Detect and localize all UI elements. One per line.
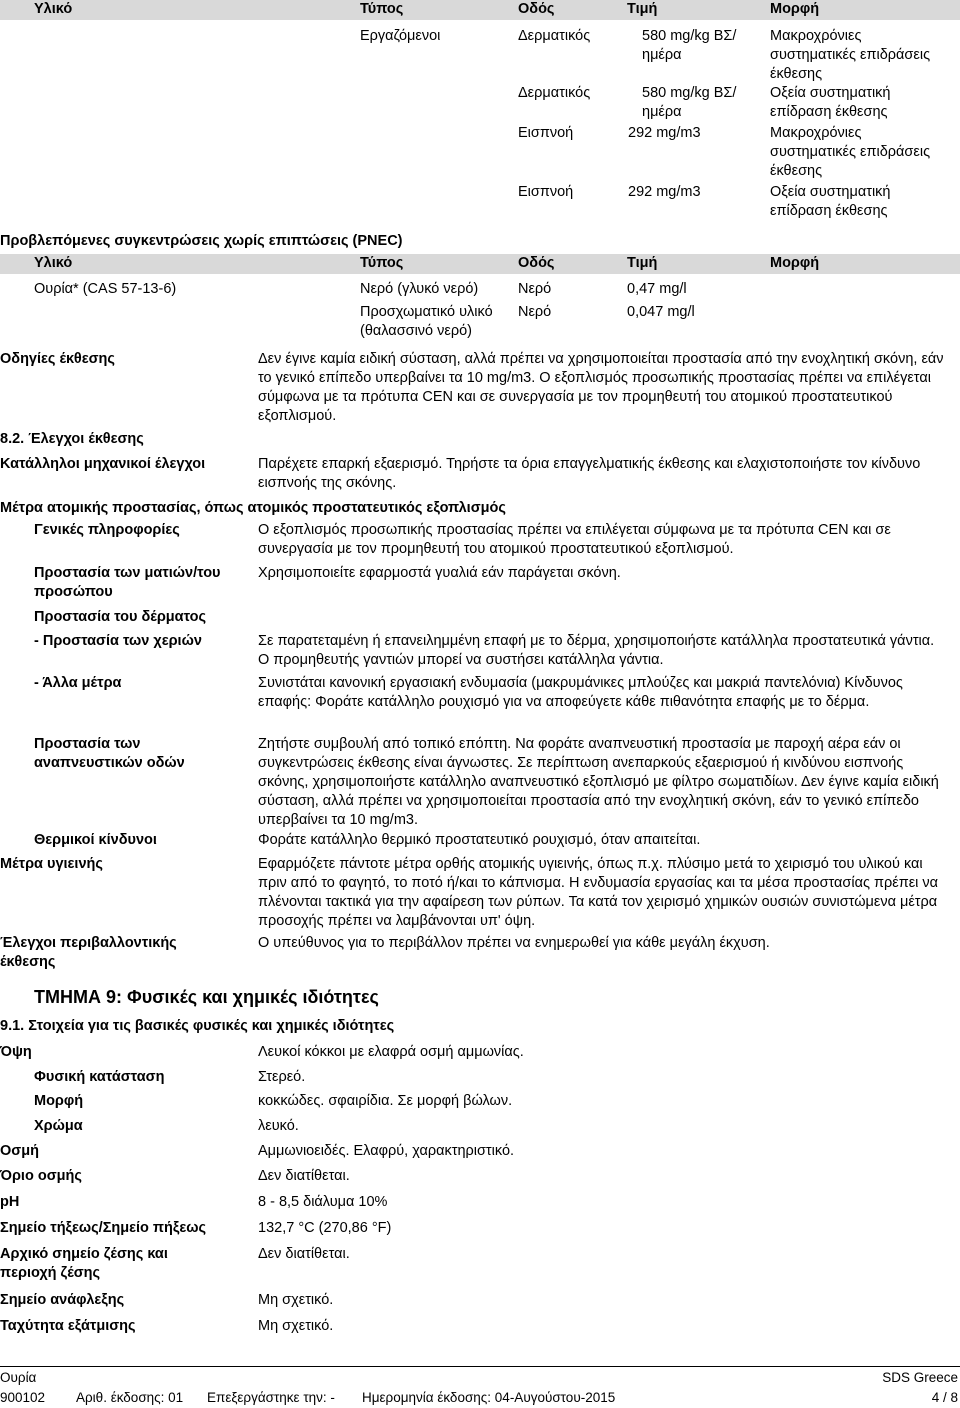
tox-value: 292 mg/m3 (628, 125, 701, 141)
prop-label-boiling-point: Αρχικό σημείο ζέσης και περιοχή ζέσης (0, 1246, 168, 1281)
hygiene-text: Εφαρμόζετε πάντοτε μέτρα ορθής ατομικής υγιεινής, όπως π.χ. πλύσιμο μετά το χειρισμό του υλικού και πριν από το φαγητό, το ποτό ή/και το κάπνισμα. Η ενδυμασία εργασίας και τα μέσα προστασίας πρέπει να πλένονται τακτικά για την αφαίρεση των ρύπων. Τα κατά τον χειρισμό χημικών ουσιών συνιστώμενα μέτρα προσοχής πρέπει να λαμβάνονται υπ' όψη. (258, 856, 939, 929)
prop-label-color: Χρώμα (34, 1118, 83, 1134)
eng-controls-label: Κατάλληλοι μηχανικοί έλεγχοι (0, 456, 206, 472)
pnec-type: Νερό (γλυκό νερό) (360, 281, 479, 297)
env-controls-text: Ο υπεύθυνος για το περιβάλλον πρέπει να ενημερωθεί για κάθε μεγάλη έκχυση. (258, 935, 770, 951)
tox-form: Μακροχρόνιες συστηματικές επιδράσεις έκθεσης (770, 125, 931, 179)
prop-value-evaporation-rate: Μη σχετικό. (258, 1318, 334, 1334)
prop-value-odor-threshold: Δεν διατίθεται. (258, 1168, 350, 1184)
pnec-header-value: Τιμή (627, 255, 658, 271)
prop-label-odor: Οσμή (0, 1143, 39, 1159)
prop-value-ph: 8 - 8,5 διάλυμα 10% (258, 1194, 388, 1210)
eye-protection-label: Προστασία των ματιών/του προσώπου (34, 565, 221, 600)
prop-value-flash-point: Μη σχετικό. (258, 1292, 334, 1308)
footer-product: Ουρία (0, 1370, 37, 1385)
tox-route: Εισπνοή (518, 184, 574, 200)
pnec-route: Νερό (518, 304, 552, 320)
prop-value-color: λευκό. (258, 1118, 299, 1134)
tox-value: 580 mg/kg ΒΣ/ημέρα (642, 85, 737, 120)
hygiene-label: Μέτρα υγιεινής (0, 856, 103, 872)
pnec-material: Ουρία* (CAS 57-13-6) (34, 281, 177, 297)
prop-label-flash-point: Σημείο ανάφλεξης (0, 1292, 125, 1308)
prop-label-melting-point: Σημείο τήξεως/Σημείο πήξεως (0, 1220, 207, 1236)
tox-route: Δερματικός (518, 85, 591, 101)
prop-value-boiling-point: Δεν διατίθεται. (258, 1246, 350, 1262)
other-measures-label: - Άλλα μέτρα (34, 675, 122, 691)
pnec-title: Προβλεπόμενες συγκεντρώσεις χωρίς επιπτώσεις (PNEC) (0, 233, 403, 249)
prop-value-odor: Αμμωνιοειδές. Ελαφρύ, χαρακτηριστικό. (258, 1143, 515, 1159)
pnec-header-material: Υλικό (34, 255, 73, 271)
footer-rule (0, 1366, 960, 1367)
prop-label-appearance: Όψη (0, 1044, 32, 1060)
general-info-text: Ο εξοπλισμός προσωπικής προστασίας πρέπει να επιλέγεται σύμφωνα με τα πρότυπα CEN και σε συνεργασία με τον προμηθευτή του ατομικού προστατευτικού εξοπλισμού. (258, 522, 891, 557)
tox-form: Μακροχρόνιες συστηματικές επιδράσεις έκθεσης (770, 28, 931, 82)
tox-value: 292 mg/m3 (628, 184, 701, 200)
footer-code: 900102 (0, 1390, 46, 1405)
tox-header-form: Μορφή (770, 1, 820, 17)
tox-form: Οξεία συστηματική επίδραση έκθεσης (770, 184, 891, 219)
guidance-text: Δεν έγινε καμία ειδική σύσταση, αλλά πρέπει να χρησιμοποιείται προστασία από την ενοχλητική σκόνη, εάν το γενικό επίπεδο υπερβαίνει τα 10 mg/m3. Ο εξοπλισμός προσωπικής προστασίας πρέπει να επιλέγεται σύμφωνα με τα πρότυπα CEN και σε συνεργασία με τον προμηθευτή του ατομικού προστατευτικού εξοπλισμού. (258, 351, 944, 424)
guidance-label: Οδηγίες έκθεσης (0, 351, 115, 367)
ppe-heading: Μέτρα ατομικής προστασίας, όπως ατομικός προστατευτικός εξοπλισμός (0, 500, 506, 516)
eng-controls-text: Παρέχετε επαρκή εξαερισμό. Τηρήστε τα όρια επαγγελματικής έκθεσης και ελαχιστοποιήστε τον κίνδυνο εισπνοής της σκόνης. (258, 456, 921, 491)
env-controls-label: Έλεγχοι περιβαλλοντικής έκθεσης (0, 935, 177, 970)
prop-value-appearance: Λευκοί κόκκοι με ελαφρά οσμή αμμωνίας. (258, 1044, 524, 1060)
respiratory-text: Ζητήστε συμβουλή από τοπικό επόπτη. Να φοράτε αναπνευστική προστασία με παροχή αέρα εάν οι συγκεντρώσεις έκθεσης είναι άγνωστες. Σε περίπτωση ανεπαρκούς εξαερισμού ή κινδύνου εισπνοής σκόνης, χρησιμοποιήστε κατάλληλο αναπνευστικό εξοπλισμό με φίλτρο σωματιδίων. Δεν έγινε καμία ειδική σύσταση, αλλά πρέπει να χρησιμοποιείται προστασία από την ενοχλητική σκόνη, εάν το γενικό επίπεδο υπερβαίνει τα 10 mg/m3. (258, 736, 939, 828)
hand-protection-label: - Προστασία των χεριών (34, 633, 202, 649)
tox-form: Οξεία συστηματική επίδραση έκθεσης (770, 85, 891, 120)
prop-label-ph: pH (0, 1194, 20, 1210)
section-9-1-heading: 9.1. Στοιχεία για τις βασικές φυσικές και χημικές ιδιότητες (0, 1018, 395, 1034)
tox-header-material: Υλικό (34, 1, 73, 17)
eye-protection-text: Χρησιμοποιείτε εφαρμοστά γυαλιά εάν παράγεται σκόνη. (258, 565, 621, 581)
footer-edited: Επεξεργάστηκε την: - (207, 1390, 335, 1405)
prop-label-physical-state: Φυσική κατάσταση (34, 1069, 165, 1085)
prop-value-physical-state: Στερεό. (258, 1069, 306, 1085)
tox-value: 580 mg/kg ΒΣ/ημέρα (642, 28, 737, 63)
tox-header-route: Οδός (518, 1, 555, 17)
hand-protection-text: Σε παρατεταμένη ή επανειλημμένη επαφή με το δέρμα, χρησιμοποιήστε κατάλληλα προστατευτικά γάντια. Ο προμηθευτής γαντιών μπορεί να συστήσει κατάλληλα γάντια. (258, 633, 935, 668)
section-9-title: ΤΜΗΜΑ 9: Φυσικές και χημικές ιδιότητες (34, 987, 379, 1007)
skin-protection-label: Προστασία του δέρματος (34, 609, 207, 625)
prop-value-form: κοκκώδες. σφαιρίδια. Σε μορφή βώλων. (258, 1093, 513, 1109)
pnec-value: 0,47 mg/l (627, 281, 687, 297)
pnec-route: Νερό (518, 281, 552, 297)
thermal-label: Θερμικοί κίνδυνοι (34, 832, 157, 848)
prop-label-odor-threshold: Όριο οσμής (0, 1168, 82, 1184)
pnec-value: 0,047 mg/l (627, 304, 695, 320)
prop-label-evaporation-rate: Ταχύτητα εξάτμισης (0, 1318, 136, 1334)
pnec-header-route: Οδός (518, 255, 555, 271)
prop-label-form: Μορφή (34, 1093, 84, 1109)
section-8-2-heading: 8.2. Έλεγχοι έκθεσης (0, 431, 144, 447)
prop-value-melting-point: 132,7 °C (270,86 °F) (258, 1220, 392, 1236)
footer-page: 4 / 8 (931, 1390, 958, 1405)
general-info-label: Γενικές πληροφορίες (34, 522, 180, 538)
footer-issue-date: Ημερομηνία έκδοσης: 04-Αυγούστου-2015 (362, 1390, 616, 1405)
tox-header-value: Τιμή (627, 1, 658, 17)
tox-type: Εργαζόμενοι (360, 28, 441, 44)
pnec-type: Προσχωματικό υλικό (θαλασσινό νερό) (360, 304, 493, 339)
respiratory-label: Προστασία των αναπνευστικών οδών (34, 736, 185, 771)
tox-route: Δερματικός (518, 28, 591, 44)
thermal-text: Φοράτε κατάλληλο θερμικό προστατευτικό ρουχισμό, όταν απαιτείται. (258, 832, 701, 848)
pnec-header-type: Τύπος (360, 255, 404, 271)
pnec-header-form: Μορφή (770, 255, 820, 271)
footer-revision: Αριθ. έκδοσης: 01 (76, 1390, 184, 1405)
tox-route: Εισπνοή (518, 125, 574, 141)
footer-sds: SDS Greece (882, 1370, 958, 1385)
tox-header-type: Τύπος (360, 1, 404, 17)
other-measures-text: Συνιστάται κανονική εργασιακή ενδυμασία (μακρυμάνικες μπλούζες και μακριά παντελόνια) Κίνδυνος επαφής: Φοράτε κατάλληλο ρουχισμό για να αποφεύγετε κάθε πιθανότητα επαφής με το δέρμα. (258, 675, 903, 710)
